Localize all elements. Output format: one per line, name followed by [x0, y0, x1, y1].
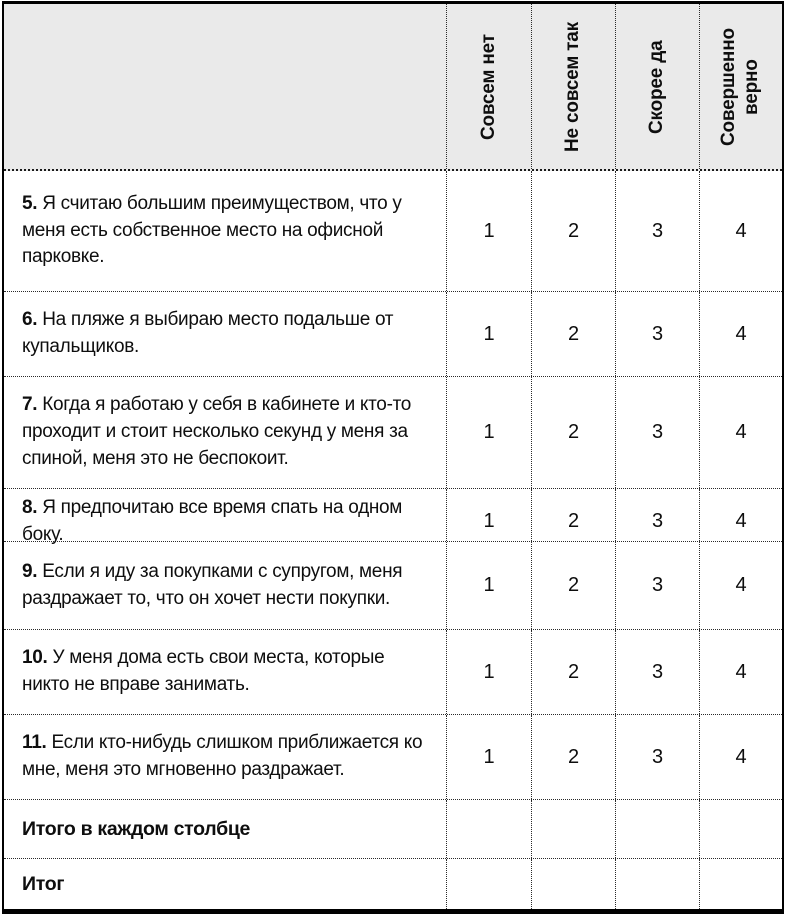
table-row-q8: [4, 488, 782, 545]
answer-cell: 1: [446, 542, 531, 629]
subtotal-cell: [531, 800, 615, 858]
answer-cell: 1: [446, 630, 531, 714]
answer-cell: 3: [615, 630, 699, 714]
column-header-label: Совсем нет: [477, 33, 499, 140]
question-cell: [4, 377, 446, 488]
table-row-q10: [4, 629, 782, 714]
question-text: У меня дома есть свои места, которые никто не вправе занимать.: [22, 647, 385, 695]
question-text: Я предпочитаю все время спать на одном боку.: [22, 497, 403, 545]
answer-cell: 1: [446, 292, 531, 376]
header-col-skoree-da: [615, 4, 699, 169]
total-cell: [615, 859, 699, 909]
table-row-q11: [4, 714, 782, 799]
column-header-label: Не совсем так: [562, 21, 584, 152]
table-row-q9: [4, 541, 782, 629]
question-number: 7.: [22, 394, 38, 416]
header-col-ne-sovsem-tak: [531, 4, 615, 169]
answer-cell: 2: [531, 171, 615, 291]
question-number: 6.: [22, 309, 38, 331]
table-row-q7: [4, 376, 782, 488]
question-number: 5.: [22, 192, 38, 214]
answer-cell: 4: [699, 715, 782, 799]
answer-cell: 1: [446, 715, 531, 799]
question-text: Я считаю большим преимуществом, что у меня есть собственное место на офисной парковке.: [22, 192, 402, 268]
header-col-sovsem-net: [446, 4, 531, 169]
answer-cell: 4: [699, 292, 782, 376]
questionnaire-table: [2, 1, 784, 914]
table-row-q6: [4, 291, 782, 376]
answer-cell: 4: [699, 542, 782, 629]
subtotal-cell: [446, 800, 531, 858]
table-header-row: [4, 4, 782, 171]
answer-cell: 1: [446, 171, 531, 291]
answer-cell: 3: [615, 377, 699, 488]
total-cell: [446, 859, 531, 909]
answer-cell: 2: [531, 377, 615, 488]
answer-cell: 4: [699, 489, 782, 555]
answer-cell: 3: [615, 292, 699, 376]
answer-cell: 2: [531, 489, 615, 555]
answer-cell: 1: [446, 377, 531, 488]
question-number: 11.: [22, 732, 47, 754]
question-text: Если кто-нибудь слишком приближается ко мне, меня это мгновенно раздражает.: [22, 732, 423, 780]
answer-cell: 3: [615, 171, 699, 291]
header-question-cell: [4, 4, 446, 169]
column-header-label: Совершенно верно: [718, 27, 762, 146]
question-number: 9.: [22, 560, 38, 582]
answer-cell: 3: [615, 715, 699, 799]
question-cell: [4, 292, 446, 376]
answer-cell: 2: [531, 715, 615, 799]
question-cell: [4, 630, 446, 714]
header-col-sovershenno-verno: [699, 4, 782, 169]
answer-cell: 4: [699, 377, 782, 488]
answer-cell: 3: [615, 489, 699, 555]
answer-cell: 2: [531, 542, 615, 629]
answer-cell: 4: [699, 630, 782, 714]
subtotal-cell: [699, 800, 782, 858]
answer-cell: 1: [446, 489, 531, 555]
total-cell: [531, 859, 615, 909]
subtotal-cell: [615, 800, 699, 858]
table-row-subtotal: [4, 799, 782, 858]
question-cell: [4, 542, 446, 629]
subtotal-label: Итого в каждом столбце: [22, 817, 251, 840]
answer-cell: 3: [615, 542, 699, 629]
question-text: Когда я работаю у себя в кабинете и кто-то проходит и стоит несколько секунд у меня за спиной, меня это не беспокоит.: [22, 394, 412, 469]
question-number: 10.: [22, 647, 48, 669]
answer-cell: 2: [531, 292, 615, 376]
question-cell: [4, 171, 446, 291]
answer-cell: 2: [531, 630, 615, 714]
total-label: Итог: [22, 872, 65, 895]
question-cell: [4, 715, 446, 799]
question-number: 8.: [22, 497, 38, 518]
question-text: На пляже я выбираю место подальше от купальщиков.: [22, 309, 394, 357]
question-text: Если я иду за покупками с супругом, меня раздражает то, что он хочет нести покупки.: [22, 560, 403, 609]
total-cell: [699, 859, 782, 909]
answer-cell: 4: [699, 171, 782, 291]
table-row-q5: [4, 171, 782, 291]
table-row-total: [4, 858, 782, 909]
column-header-label: Скорее да: [646, 39, 668, 134]
